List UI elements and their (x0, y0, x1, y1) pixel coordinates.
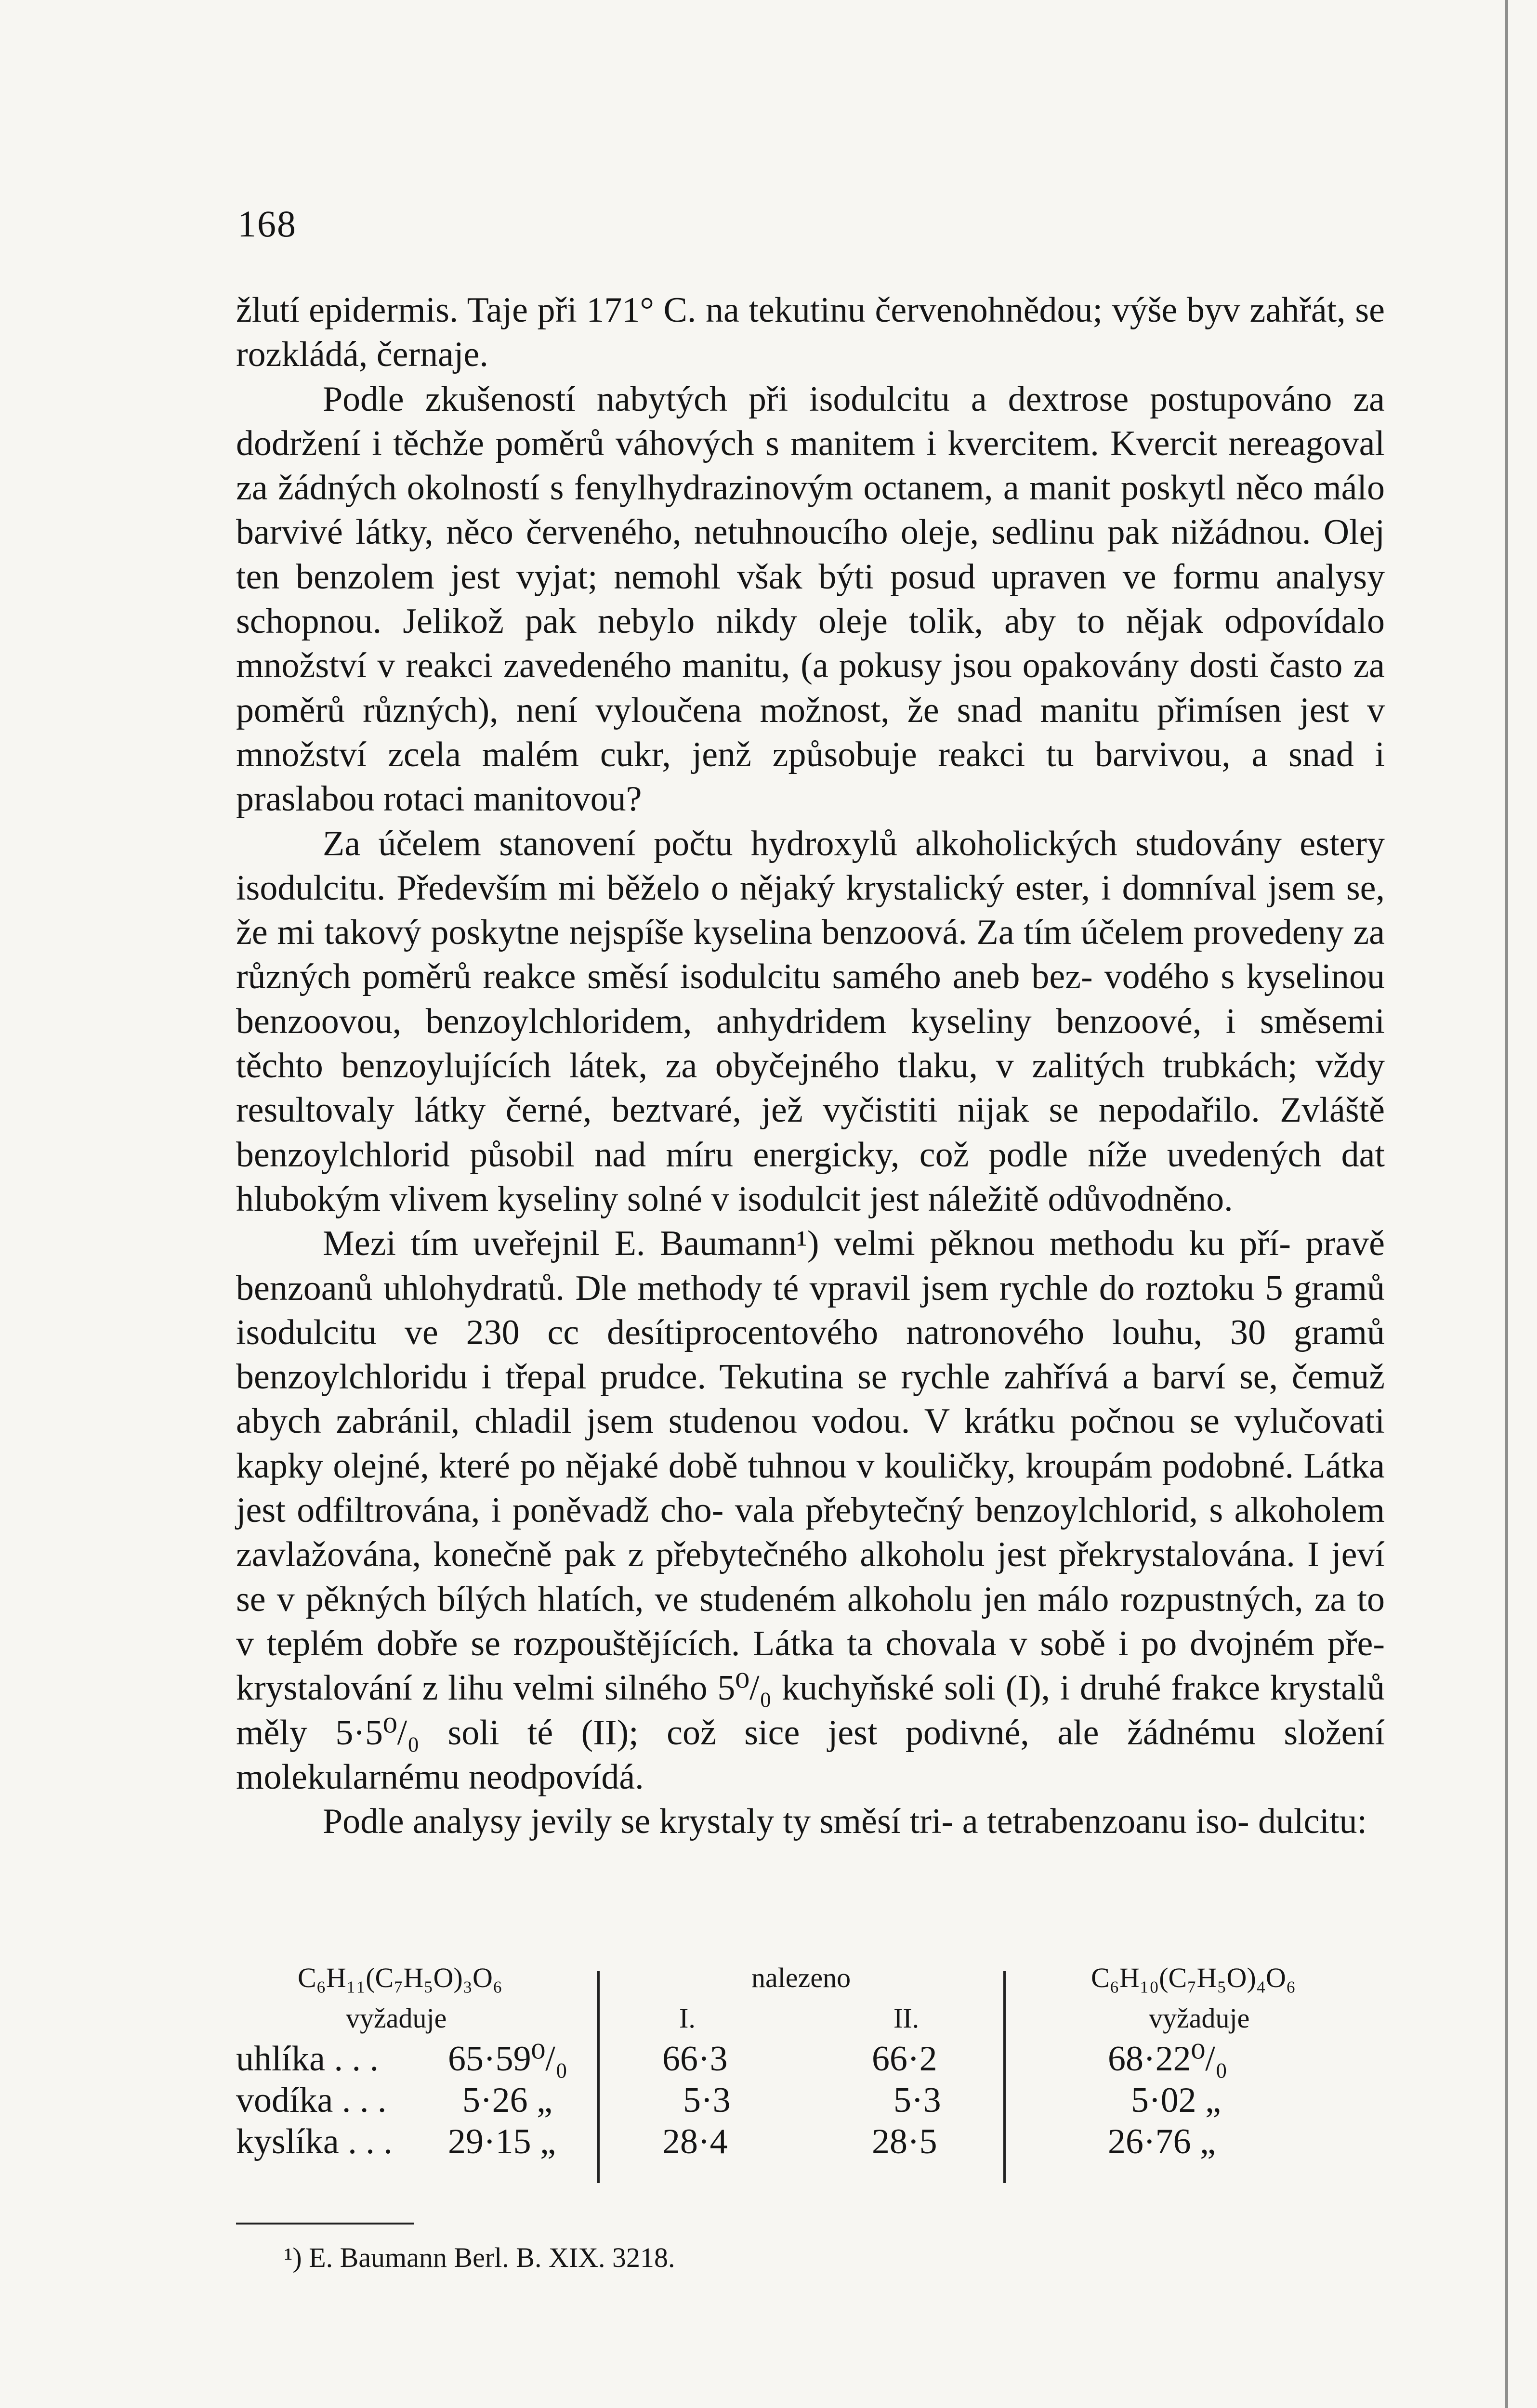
footnote (284, 2238, 675, 2277)
table-rule-left (597, 1971, 600, 2183)
line: vala přebytečný benzoylchlorid, s alkoholem zavlažována, konečně pak (236, 1491, 1385, 1575)
paragraph-1 (236, 288, 1385, 377)
line: roztoku 5 gramů isodulcitu ve 230 cc desítiprocentového natronového (236, 1268, 1385, 1352)
line: louhu, 30 gramů benzoylchloridu i třepal prudce. Tekutina se rychle (236, 1312, 1385, 1397)
left-formula: C₆H₁₁(C₇H₅O)₃O₆ (298, 1962, 503, 1993)
line: (a pokusy jsou opakovány dosti často za poměrů různých), není vyloučena (236, 646, 1385, 730)
right-requires: vyžaduje (1149, 2002, 1250, 2034)
line: žlutí epidermis. Taje při 171° C. na tekutinu červenohnědou; výše byv (236, 290, 1240, 330)
line: složení molekularnému neodpovídá. (236, 1713, 1385, 1797)
line: vodého s kyselinou benzoovou, benzoylchloridem, anhydridem kyseliny (236, 957, 1385, 1041)
line: provedeny za různých poměrů reakce směsí isodulcitu samého aneb bez- (236, 913, 1385, 997)
body-text (236, 288, 1385, 1844)
paragraph-3 (236, 822, 1385, 1222)
req2-carbon: 68·22⁰/₀ (1108, 2039, 1228, 2079)
paragraph-2 (236, 377, 1385, 822)
line: nereagoval za žádných okolností s fenylhydrazinovým octanem, a manit (236, 423, 1385, 508)
line: jsem se, že mi takový poskytne nejspíše kyselina benzoová. Za tím účelem (236, 868, 1385, 953)
page-edge-shadow (1505, 0, 1508, 2408)
line: jenž způsobuje reakci tu barvivou, a snad i praslabou rotaci manitovou? (236, 734, 1385, 819)
line: v kouličky, kroupám podobné. Látka jest odfiltrována, i poněvadž cho- (236, 1446, 1385, 1531)
line: nijak se nepodařilo. Zvláště benzoylchlorid působil nad míru energicky, (236, 1090, 1385, 1175)
found-ii-hydrogen: 5·3 (893, 2081, 941, 2120)
line: v zalitých trubkách; vždy resultovaly látky černé, beztvaré, jež vyčistiti (236, 1046, 1385, 1130)
line: za dodržení i těchže poměrů váhových s manitem i kvercitem. Kvercit (236, 379, 1385, 463)
line: hlatích, ve studeném alkoholu jen málo rozpustných, za to v teplém (236, 1579, 1385, 1663)
page-number: 168 (237, 203, 297, 245)
paragraph-4 (236, 1221, 1385, 1799)
line: Mezi tím uveřejnil E. Baumann¹) velmi pěknou methodu ku pří- (323, 1224, 1291, 1264)
req-hydrogen: 5·26 „ (462, 2081, 552, 2120)
found-ii-oxygen: 28·5 (872, 2122, 937, 2161)
line: poskytl něco málo barvivé látky, něco červeného, netuhnoucího oleje, (236, 468, 1385, 552)
req2-oxygen: 26·76 „ (1108, 2122, 1216, 2161)
found-col-1: I. (679, 2002, 696, 2034)
line: krystalování z lihu velmi silného 5⁰/₀ kuchyňské soli (I), i druhé frakce (236, 1668, 1260, 1708)
line: jest náležitě odůvodněno. (869, 1179, 1233, 1219)
found-i-hydrogen: 5·3 (683, 2081, 731, 2120)
line: zahřívá a barví se, čemuž abych zabránil, chladil jsem studenou vodou. (236, 1357, 1385, 1441)
paragraph-5 (236, 1799, 1385, 1844)
row-label-carbon: uhlíka . . . (236, 2039, 379, 2079)
line: Podle zkušeností nabytých při isodulcitu a dextrose postupováno (323, 379, 1332, 419)
right-formula: C₆H₁₀(C₇H₅O)₄O₆ (1091, 1962, 1296, 1993)
row-label-oxygen: kyslíka . . . (236, 2122, 393, 2161)
line: isodulcitu. Především mi běželo o nějaký krystalický ester, i domníval (236, 868, 1257, 908)
found-i-carbon: 66·3 (662, 2039, 728, 2079)
footnote-text: E. Baumann Berl. B. XIX. 3218. (309, 2242, 675, 2273)
left-requires: vyžaduje (346, 2002, 447, 2034)
table-rule-right (1003, 1971, 1006, 2183)
found-ii-carbon: 66·2 (872, 2039, 937, 2079)
line: dobře se rozpouštějících. Látka ta chovala v sobě i po dvojném pře- (377, 1623, 1385, 1663)
req-carbon: 65·59⁰/₀ (448, 2039, 568, 2079)
line: oleje tolik, aby to nějak odpovídalo množství v reakci zavedeného manitu, (236, 602, 1385, 686)
line: zahřát, se rozkládá, černaje. (236, 290, 1385, 375)
line: benzoové, i směsemi těchto benzoylujících látek, za obyčejného tlaku, (236, 1001, 1385, 1086)
line: krystalů měly 5·5⁰/₀ soli té (II); což sice jest podivné, ale žádnému (236, 1668, 1385, 1753)
analysis-table (226, 1958, 1392, 2189)
line: což podle níže uvedených dat hlubokým vlivem kyseliny solné v isodulcit (236, 1135, 1385, 1219)
footnote-marker: ¹) (284, 2242, 302, 2273)
line: dulcitu: (1258, 1802, 1367, 1842)
line: pravě benzoanů uhlohydratů. Dle methody té vpravil jsem rychle do (236, 1224, 1385, 1308)
footnote-rule (236, 2223, 414, 2225)
line: Za účelem stanovení počtu hydroxylů alkoholických studovány estery (323, 824, 1385, 864)
line: z přebytečného alkoholu jest překrystalována. I jeví se v pěkných bílých (236, 1535, 1385, 1619)
req2-hydrogen: 5·02 „ (1131, 2081, 1221, 2120)
line: V krátku počnou se vylučovati kapky olejné, které po nějaké době tuhnou (236, 1401, 1385, 1486)
found-title: nalezeno (751, 1962, 851, 1993)
found-i-oxygen: 28·4 (662, 2122, 728, 2161)
line: možnost, že snad manitu přimísen jest v množství zcela malém cukr, (236, 690, 1385, 774)
line: sedlinu pak nižádnou. Olej ten benzolem jest vyjat; nemohl však býti (236, 512, 1385, 597)
req-oxygen: 29·15 „ (448, 2122, 556, 2161)
found-col-2: II. (893, 2002, 920, 2034)
line: Podle analysy jevily se krystaly ty směsí tri- a tetrabenzoanu iso- (323, 1802, 1249, 1842)
row-label-hydrogen: vodíka . . . (236, 2081, 387, 2120)
line: posud upraven ve formu analysy schopnou. Jelikož pak nebylo nikdy (236, 557, 1385, 641)
